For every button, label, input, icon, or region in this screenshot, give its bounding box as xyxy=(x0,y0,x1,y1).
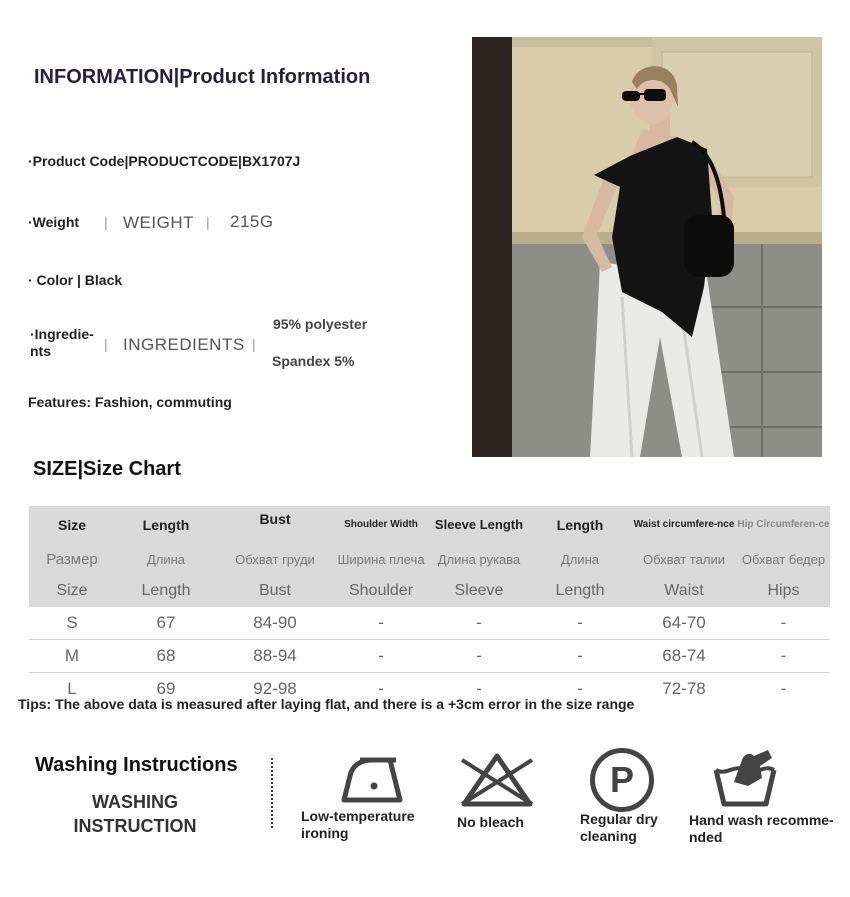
header-ru-length: Длина xyxy=(115,543,217,575)
header-short-length: Length xyxy=(115,575,217,607)
header-ru-hip: Обхват бедер xyxy=(737,543,830,575)
cell-waist: 68-74 xyxy=(631,640,737,673)
washing-subtitle-1: WASHING xyxy=(91,792,178,812)
header-short-waist: Waist xyxy=(631,575,737,607)
no-bleach-icon xyxy=(458,750,536,808)
ingredients-label-2: nts xyxy=(30,343,51,359)
cell-bust: 84-90 xyxy=(217,607,333,640)
header-length-2: Length xyxy=(529,506,631,543)
cell-waist: 72-78 xyxy=(662,679,706,698)
table-row xyxy=(29,607,830,640)
header-row-ru xyxy=(29,543,830,575)
cell-size: M xyxy=(29,640,115,673)
cell-shoulder: - xyxy=(333,607,429,640)
ingredients-separator: | xyxy=(104,336,108,352)
header-hip: Hip Circumferen-ce xyxy=(737,506,830,543)
size-tips: Tips: The above data is measured after laying flat, and there is a +3cm error in the size range xyxy=(18,696,635,712)
washing-subtitle-2: INSTRUCTION xyxy=(73,816,197,836)
dry-clean-label-1: Regular dry xyxy=(580,811,658,827)
cell-hips: - xyxy=(737,607,830,640)
header-short-bust: Bust xyxy=(217,575,333,607)
header-ru-bust: Обхват груди xyxy=(217,543,333,575)
iron-label-2: ironing xyxy=(301,825,349,841)
header-short-shoulder: Shoulder xyxy=(333,575,429,607)
iron-label-1: Low-temperature xyxy=(301,808,415,824)
model-illustration xyxy=(472,37,822,457)
product-code: ·Product Code|PRODUCTCODE|BX1707J xyxy=(28,153,301,169)
cell-bust: 88-94 xyxy=(217,640,333,673)
weight-en: WEIGHT xyxy=(123,213,194,232)
washing-title: Washing Instructions xyxy=(35,754,238,776)
no-bleach-label: No bleach xyxy=(457,814,524,830)
header-short-length-2: Length xyxy=(529,575,631,607)
cell-length-2: - xyxy=(529,607,631,640)
hand-wash-label-1: Hand wash recomme- xyxy=(689,812,834,828)
washing-subtitle xyxy=(60,790,210,838)
cell-sleeve: - xyxy=(429,607,529,640)
cell-sleeve: - xyxy=(429,640,529,673)
cell-hips: - xyxy=(737,640,830,673)
ingredients-separator-2: | xyxy=(252,336,256,352)
cell-waist: 64-70 xyxy=(631,607,737,640)
header-ru-waist: Обхват талии xyxy=(631,543,737,575)
weight-separator: | xyxy=(104,214,108,230)
cell-size: S xyxy=(29,607,115,640)
size-chart-table xyxy=(29,506,830,705)
header-ru-length-2: Длина xyxy=(529,543,631,575)
header-short-sleeve: Sleeve xyxy=(429,575,529,607)
ingredient-spandex: Spandex 5% xyxy=(272,353,355,369)
ingredient-polyester: 95% polyester xyxy=(273,316,368,332)
weight-separator-2: | xyxy=(206,214,210,230)
dry-clean-label xyxy=(580,811,658,845)
header-ru-shoulder: Ширина плеча xyxy=(333,543,429,575)
cell-hips: - xyxy=(780,679,787,698)
cell-shoulder: - xyxy=(333,640,429,673)
header-ru-size: Размер xyxy=(29,543,115,575)
dry-clean-p-icon: P xyxy=(590,748,654,812)
low-temperature-iron-icon xyxy=(338,752,408,808)
header-short-hips: Hips xyxy=(737,575,830,607)
header-shoulder-width: Shoulder Width xyxy=(333,506,429,543)
header-length: Length xyxy=(115,506,217,543)
header-size: Size xyxy=(29,506,115,543)
ingredients-label xyxy=(30,326,94,360)
cell-length: 68 xyxy=(115,640,217,673)
header-sleeve-length: Sleeve Length xyxy=(429,506,529,543)
header-bust: Bust xyxy=(217,506,333,543)
header-waist: Waist circumfere-nce xyxy=(631,506,737,543)
header-ru-sleeve: Длина рукава xyxy=(429,543,529,575)
cell-shoulder: - xyxy=(378,679,384,698)
cell-length: 69 xyxy=(156,679,176,698)
size-chart-title: SIZE|Size Chart xyxy=(33,458,181,480)
iron-label xyxy=(301,808,415,842)
washing-divider xyxy=(271,758,273,828)
header-short-size: Size xyxy=(29,575,115,607)
ingredients-label-1: ·Ingredie- xyxy=(30,326,94,342)
cell-size: L xyxy=(67,679,77,698)
hand-wash-icon xyxy=(712,748,778,808)
hand-wash-label-2: nded xyxy=(689,829,723,845)
header-row-en xyxy=(29,506,830,543)
weight-value: 215G xyxy=(230,212,274,231)
features-line: Features: Fashion, commuting xyxy=(28,394,232,410)
info-title: INFORMATION|Product Information xyxy=(34,66,371,88)
hand-wash-label xyxy=(689,812,834,846)
ingredients-en: INGREDIENTS xyxy=(123,335,245,354)
table-row xyxy=(29,640,830,673)
weight-label: ·Weight xyxy=(28,214,80,230)
cell-length-2: - xyxy=(577,679,583,698)
dry-clean-label-2: cleaning xyxy=(580,828,637,844)
cell-length-2: - xyxy=(529,640,631,673)
color-line: · Color | Black xyxy=(28,272,123,288)
header-row-short xyxy=(29,575,830,607)
cell-length: 67 xyxy=(115,607,217,640)
cell-sleeve: - xyxy=(476,679,482,698)
cell-bust: 92-98 xyxy=(253,679,297,698)
product-photo xyxy=(472,37,822,457)
